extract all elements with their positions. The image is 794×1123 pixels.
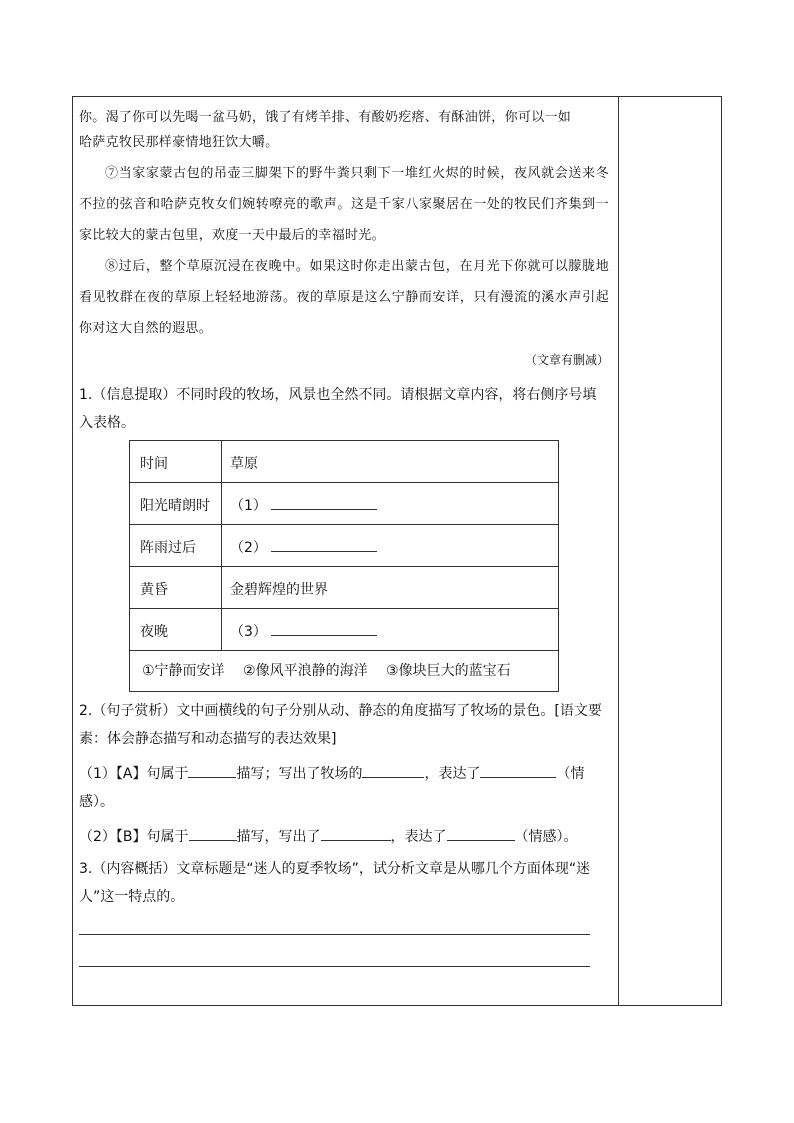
answer-table bbox=[129, 440, 559, 692]
answer-line[interactable] bbox=[79, 934, 590, 935]
passage-line: 哈萨克牧民那样豪情地狂饮大嚼。 bbox=[79, 135, 279, 150]
header-time: 时间 bbox=[140, 456, 168, 472]
table-row bbox=[130, 609, 558, 651]
table-header-row bbox=[130, 441, 558, 483]
question-2-part-b: （2）【B】句属于 描写，写出了 ，表达了 （情感）。 bbox=[79, 823, 609, 851]
table-row bbox=[130, 483, 558, 525]
passage-paragraph-8: ⑧过后，整个草原沉浸在夜晚中。如果这时你走出蒙古包，在月光下你就可以朦胧地看见牧群在夜的草原上轻轻地游荡。夜的草原是这么宁静而安详，只有漫流的溪水声引起你对这大自然的遐思。 bbox=[79, 259, 609, 336]
row-content: （2） bbox=[230, 537, 377, 557]
option-2: ②像风平浪静的海洋 bbox=[243, 663, 368, 679]
question-3: 3.（内容概括）文章标题是“迷人的夏季牧场”，试分析文章是从哪几个方面体现“迷人”这一特点的。 bbox=[79, 861, 591, 905]
passage-line: 你。渴了你可以先喝一盆马奶，饿了有烤羊排、有酸奶疙瘩、有酥油饼，你可以一如 bbox=[79, 110, 572, 125]
row-content: 金碧辉煌的世界 bbox=[230, 582, 328, 598]
option-1: ①宁静而安详 bbox=[142, 663, 225, 679]
answer-blank[interactable] bbox=[271, 623, 377, 636]
column-divider bbox=[618, 96, 619, 1006]
answer-blank[interactable] bbox=[271, 497, 377, 510]
option-3: ③像块巨大的蓝宝石 bbox=[386, 663, 511, 679]
answer-blank[interactable] bbox=[189, 826, 237, 841]
question-1: 1.（信息提取）不同时段的牧场，风景也全然不同。请根据文章内容，将右侧序号填入表格。 bbox=[79, 387, 597, 431]
options-row bbox=[142, 660, 525, 680]
row-time: 黄昏 bbox=[140, 582, 168, 598]
row-time: 阳光晴朗时 bbox=[140, 498, 210, 514]
answer-blank[interactable] bbox=[447, 826, 515, 841]
answer-blank[interactable] bbox=[362, 763, 424, 778]
table-row bbox=[130, 525, 558, 567]
row-content: （1） bbox=[230, 495, 377, 515]
row-time: 阵雨过后 bbox=[140, 540, 196, 556]
answer-blank[interactable] bbox=[480, 763, 556, 778]
question-2-part-a: （1）【A】句属于 描写；写出了牧场的 ，表达了 （情感）。 bbox=[79, 760, 609, 816]
passage-paragraph-7: ⑦当家家蒙古包的吊壶三脚架下的野牛粪只剩下一堆红火烬的时候，夜风就会送来冬不拉的弦音和哈萨克牧女们婉转嘹亮的歌声。这是千家八家聚居在一处的牧民们齐集到一家比较大的蒙古包里，欢度一天中最后的幸福时光。 bbox=[79, 166, 609, 243]
row-time: 夜晚 bbox=[140, 624, 168, 640]
source-note: （文章有删减） bbox=[524, 353, 609, 367]
answer-blank[interactable] bbox=[188, 763, 236, 778]
header-grassland: 草原 bbox=[230, 456, 258, 472]
answer-blank[interactable] bbox=[321, 826, 391, 841]
table-row bbox=[130, 567, 558, 609]
answer-line[interactable] bbox=[79, 966, 590, 967]
answer-blank[interactable] bbox=[271, 539, 377, 552]
row-content: （3） bbox=[230, 621, 377, 641]
question-2: 2.（句子赏析）文中画横线的句子分别从动、静态的角度描写了牧场的景色。[语文要素：体会静态描写和动态描写的表达效果] bbox=[79, 703, 602, 747]
